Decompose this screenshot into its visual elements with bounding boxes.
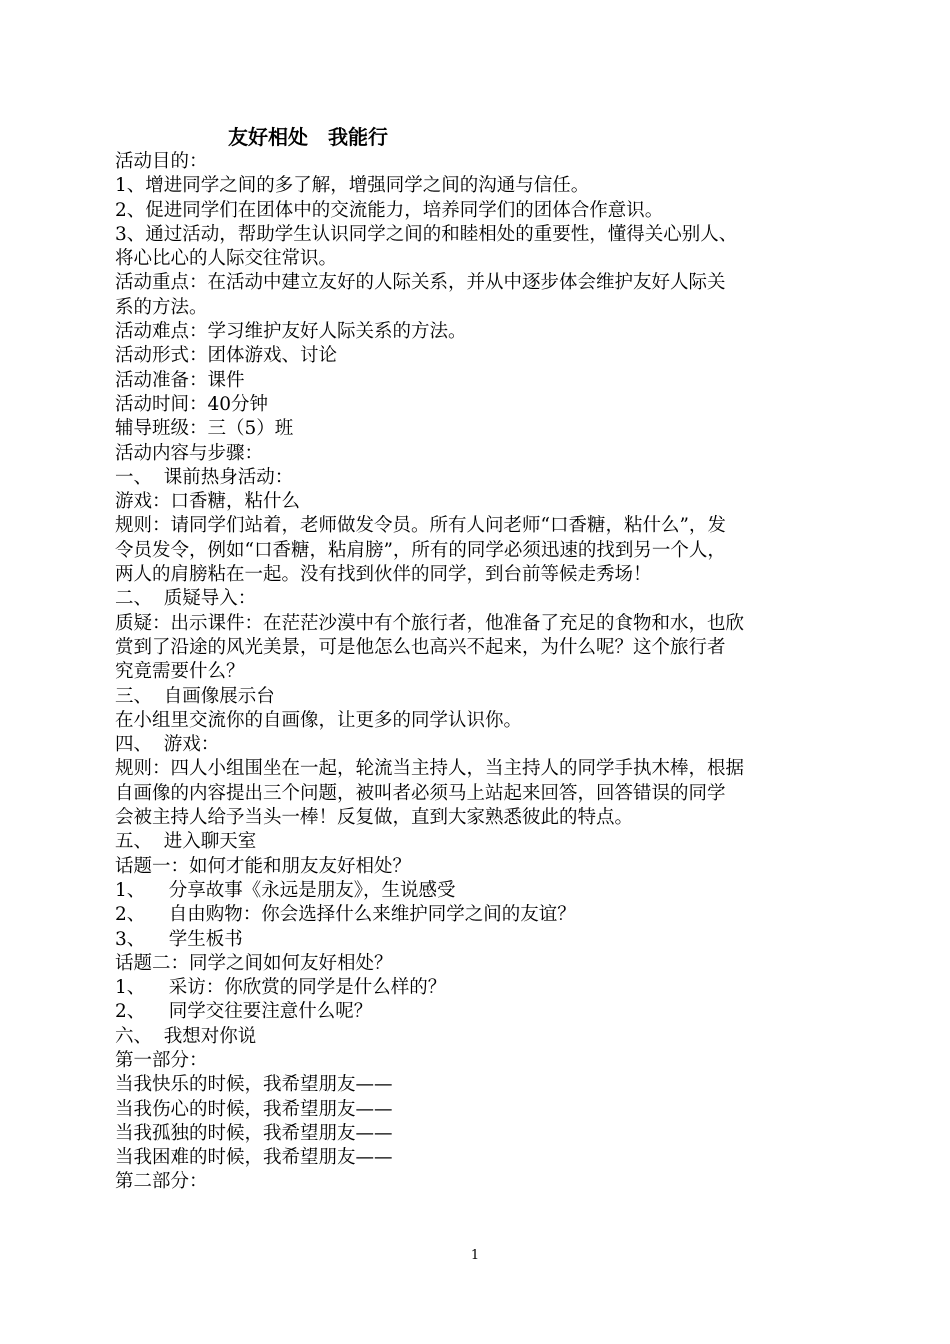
text-line: 当我困难的时候，我希望朋友—— [115, 1147, 393, 1169]
text-line: 2、 同学交往要注意什么呢？ [115, 1001, 373, 1023]
text-line: 赏到了沿途的风光美景，可是他怎么也高兴不起来，为什么呢？这个旅行者 [115, 636, 726, 658]
text-line: 2、 自由购物：你会选择什么来维护同学之间的友谊？ [115, 904, 576, 926]
text-line: 活动重点：在活动中建立友好的人际关系，并从中逐步体会维护友好人际关 [115, 272, 726, 294]
text-line: 游戏：口香糖，粘什么 [115, 491, 301, 513]
text-line: 1、 采访：你欣赏的同学是什么样的？ [115, 977, 447, 999]
text-line: 当我孤独的时候，我希望朋友—— [115, 1122, 393, 1144]
text-line: 系的方法。 [115, 296, 208, 318]
text-line: 话题一：如何才能和朋友友好相处？ [115, 855, 412, 877]
text-line: 活动形式：团体游戏、讨论 [115, 345, 338, 367]
text-line: 在小组里交流你的自画像，让更多的同学认识你。 [115, 709, 523, 731]
text-line: 规则：四人小组围坐在一起，轮流当主持人，当主持人的同学手执木棒，根据 [115, 758, 745, 780]
text-line: 四、 游戏： [115, 734, 220, 756]
text-line: 1、增进同学之间的多了解，增强同学之间的沟通与信任。 [115, 175, 590, 197]
text-line: 辅导班级：三（5）班 [115, 418, 294, 440]
text-line: 第二部分： [115, 1171, 208, 1193]
text-line: 话题二：同学之间如何友好相处？ [115, 952, 393, 974]
text-line: 自画像的内容提出三个问题，被叫者必须马上站起来回答，回答错误的同学 [115, 782, 726, 804]
text-line: 活动准备：课件 [115, 369, 245, 391]
text-line: 3、通过活动，帮助学生认识同学之间的和睦相处的重要性，懂得关心别人、 [115, 223, 738, 245]
text-line: 3、 学生板书 [115, 928, 243, 950]
text-line: 两人的肩膀粘在一起。没有找到伙伴的同学，到台前等候走秀场！ [115, 564, 652, 586]
page-number: 1 [470, 1248, 480, 1263]
text-line: 令员发令，例如“口香糖，粘肩膀”，所有的同学必须迅速的找到另一个人， [115, 539, 726, 561]
text-line: 一、 课前热身活动： [115, 466, 294, 488]
text-line: 将心比心的人际交往常识。 [115, 248, 338, 270]
text-line: 规则：请同学们站着，老师做发令员。所有人问老师“口香糖，粘什么”，发 [115, 515, 726, 537]
text-line: 质疑：出示课件：在茫茫沙漠中有个旅行者，他准备了充足的食物和水，也欣 [115, 612, 745, 634]
text-line: 当我伤心的时候，我希望朋友—— [115, 1098, 393, 1120]
text-line: 五、 进入聊天室 [115, 831, 257, 853]
text-line: 会被主持人给予当头一棒！反复做，直到大家熟悉彼此的特点。 [115, 807, 634, 829]
text-line: 六、 我想对你说 [115, 1025, 257, 1047]
text-line: 二、 质疑导入： [115, 588, 257, 610]
text-line: 活动时间：40分钟 [115, 393, 269, 415]
text-line: 三、 自画像展示台 [115, 685, 275, 707]
text-line: 究竟需要什么？ [115, 661, 245, 683]
text-line: 活动难点：学习维护友好人际关系的方法。 [115, 321, 467, 343]
text-line: 第一部分： [115, 1049, 208, 1071]
text-line: 2、促进同学们在团体中的交流能力，培养同学们的团体合作意识。 [115, 199, 664, 221]
text-line: 活动目的： [115, 151, 208, 172]
document-body [115, 150, 841, 1195]
text-line: 活动内容与步骤： [115, 442, 264, 464]
text-line: 当我快乐的时候，我希望朋友—— [115, 1074, 393, 1096]
document-title: 友好相处 我能行 [228, 125, 388, 149]
text-line: 1、 分享故事《永远是朋友》，生说感受 [115, 879, 456, 901]
